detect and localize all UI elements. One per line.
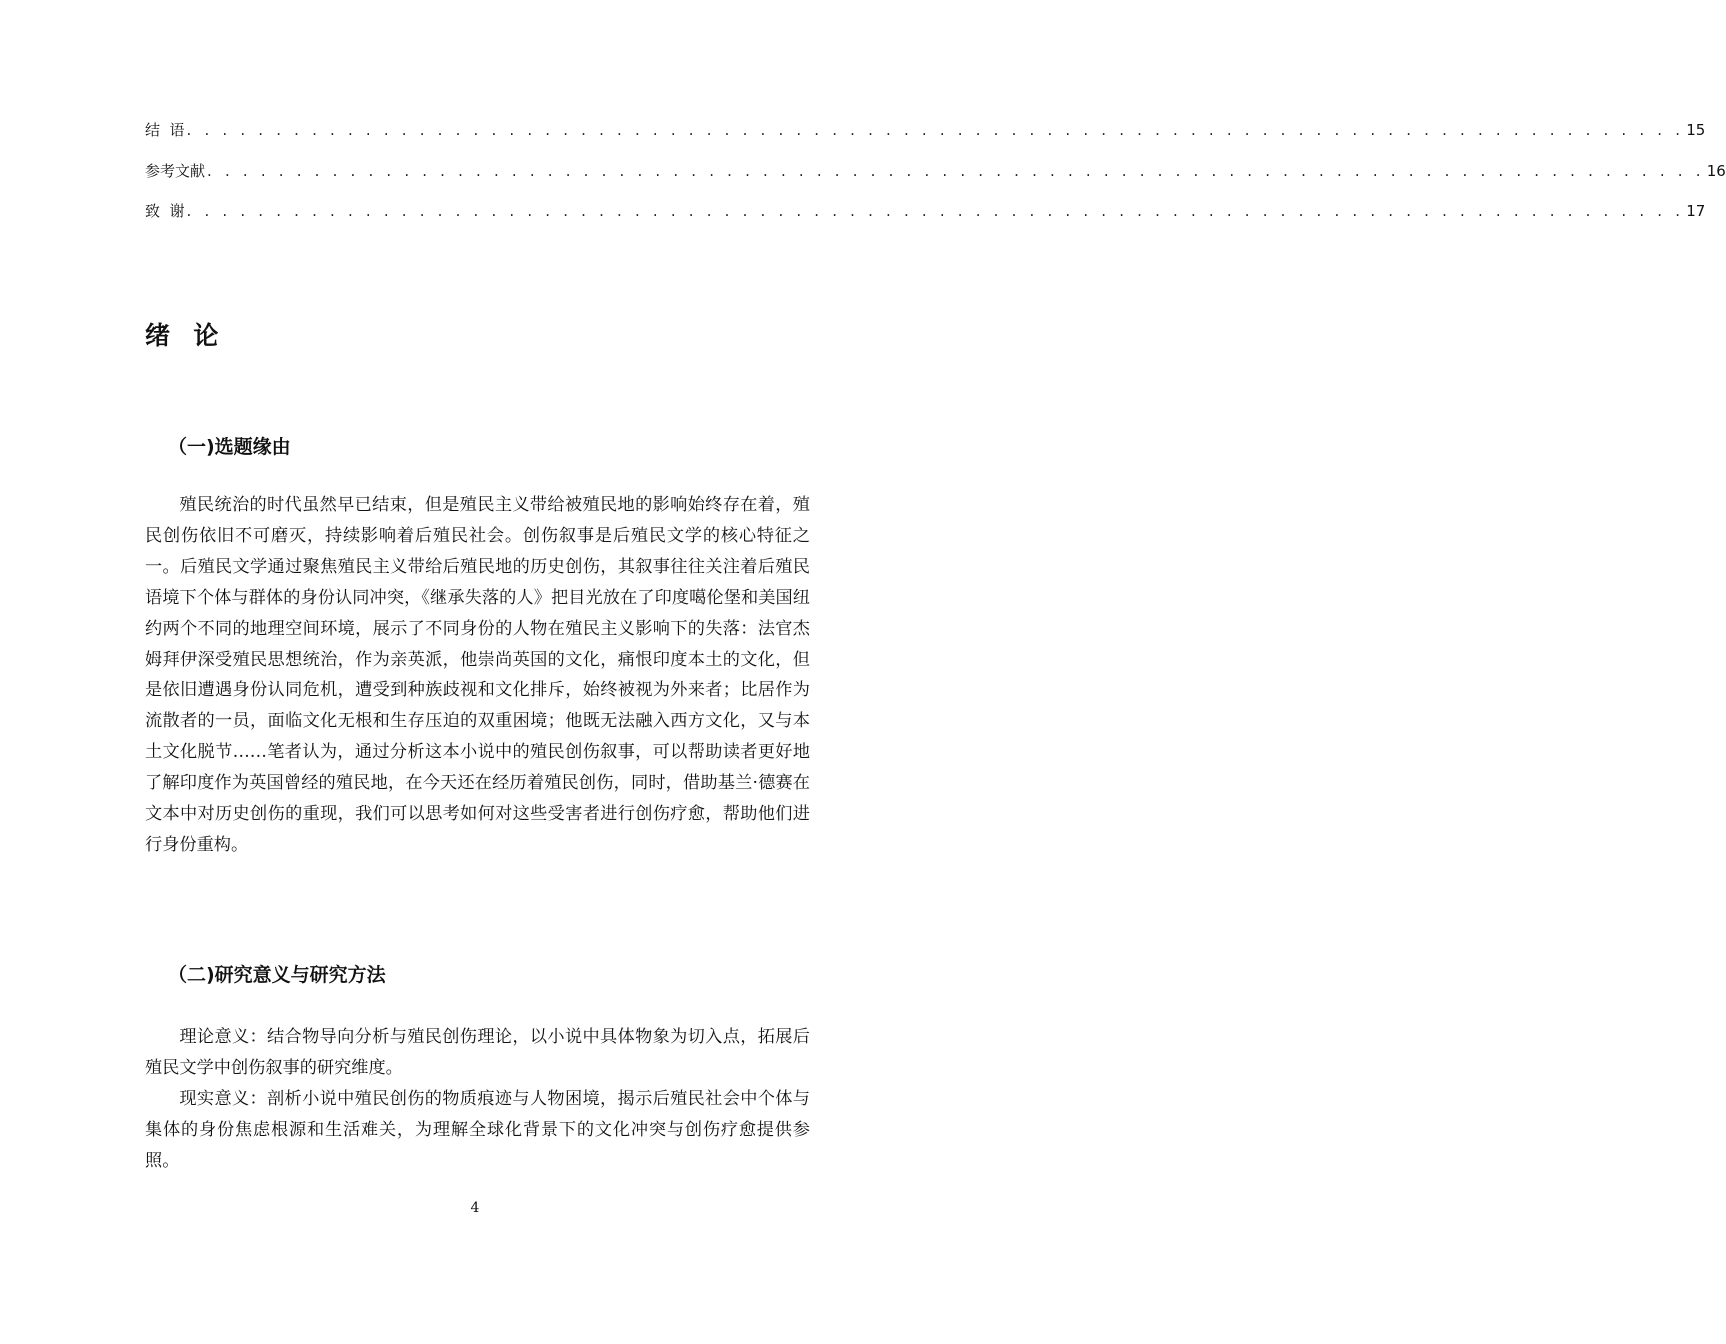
toc-leader-dots: . . . . . . . . . . . . . . . . . . . . . . . . . . . . . . . . . . . . . . . . . . . . . . . . . . . . . . . . . . . . . . . . . . . . . . . . . . . . . . . . . . . . <box>186 202 1685 220</box>
toc-leader-dots: . . . . . . . . . . . . . . . . . . . . . . . . . . . . . . . . . . . . . . . . . . . . . . . . . . . . . . . . . . . . . . . . . . . . . . . . . . . . . . . . . . . . <box>186 121 1685 139</box>
page-number: 4 <box>470 1200 480 1216</box>
chapter-title: 绪 论 <box>145 321 221 350</box>
toc-entry-label: 致 谢 <box>145 202 185 220</box>
section-paragraph: 理论意义：结合物导向分析与殖民创伤理论，以小说中具体物象为切入点，拓展后殖民文学中创伤叙事的研究维度。 <box>145 1027 810 1078</box>
toc-leader-dots: . . . . . . . . . . . . . . . . . . . . . . . . . . . . . . . . . . . . . . . . . . . . . . . . . . . . . . . . . . . . . . . . . . . . . . . . . . . . . . . . . . . . <box>207 161 1705 180</box>
section-title-significance-methods: （二)研究意义与研究方法 <box>168 964 386 986</box>
section-paragraph: 现实意义：剖析小说中殖民创伤的物质痕迹与人物困境，揭示后殖民社会中个体与集体的身份焦虑根源和生活难关，为理解全球化背景下的文化冲突与创伤疗愈提供参照。 <box>145 1089 810 1171</box>
toc-entry-label: 参考文献 <box>145 161 206 180</box>
toc-entry-page: 16 <box>1706 161 1726 180</box>
toc-entry-conclusion[interactable] <box>145 118 1706 159</box>
toc-entry-label: 结 语 <box>145 121 185 139</box>
toc-entry-references[interactable] <box>145 159 1726 200</box>
section-title-topic-origin: （一)选题缘由 <box>168 436 291 458</box>
section-paragraph: 殖民统治的时代虽然早已结束，但是殖民主义带给被殖民地的影响始终存在着，殖民创伤依旧不可磨灭，持续影响着后殖民社会。创伤叙事是后殖民文学的核心特征之一。后殖民文学通过聚焦殖民主义带给后殖民地的历史创伤，其叙事往往关注着后殖民语境下个体与群体的身份认同冲突，《继承失落的人》把目光放在了印度噶伦堡和美国纽约两个不同的地理空间环境，展示了不同身份的人物在殖民主义影响下的失落：法官杰姆拜伊深受殖民思想统治，作为亲英派，他崇尚英国的文化，痛恨印度本土的文化，但是依旧遭遇身份认同危机，遭受到种族歧视和文化排斥，始终被视为外来者；比居作为流散者的一员，面临文化无根和生存压迫的双重困境；他既无法融入西方文化，又与本土文化脱节……笔者认为，通过分析这本小说中的殖民创伤叙事，可以帮助读者更好地了解印度作为英国曾经的殖民地，在今天还在经历着殖民创伤，同时，借助基兰·德赛在文本中对历史创伤的重现，我们可以思考如何对这些受害者进行创伤疗愈，帮助他们进行身份重构。 <box>145 495 810 855</box>
toc-entry-page: 17 <box>1686 202 1706 220</box>
table-of-contents <box>145 118 1726 240</box>
toc-entry-page: 15 <box>1686 121 1706 139</box>
toc-entry-acknowledgements[interactable] <box>145 199 1706 240</box>
